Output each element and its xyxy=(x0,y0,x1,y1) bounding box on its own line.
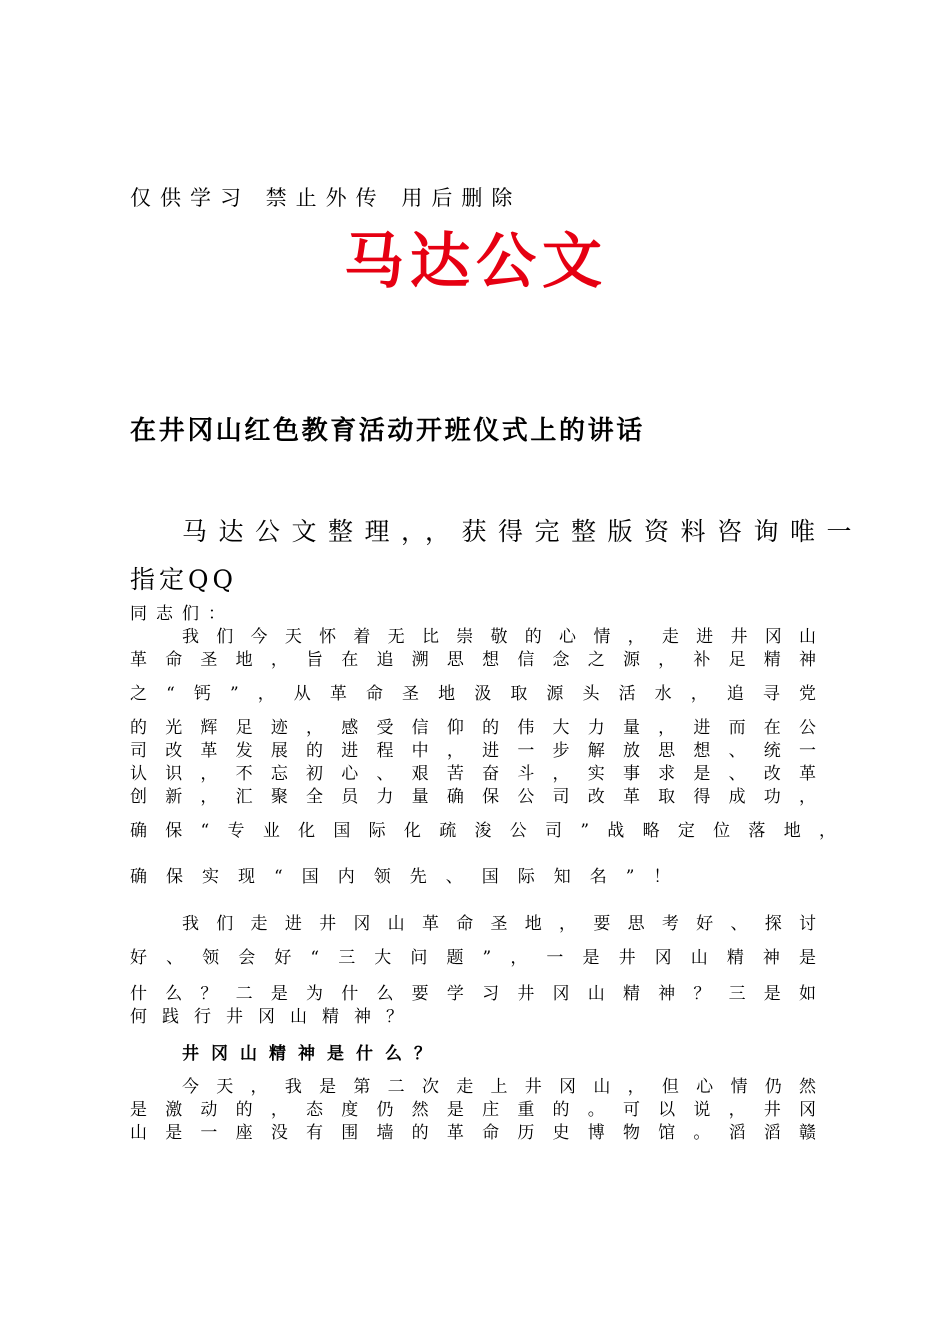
paragraph-line: 创新，汇聚全员力量确保公司改革取得成功， xyxy=(130,787,816,807)
intro-line: 指定QQ xyxy=(130,565,237,594)
paragraph-line: 之“钙”，从革命圣地汲取源头活水，追寻党 xyxy=(130,684,816,704)
paragraph-line: 司改革发展的进程中，进一步解放思想、统一 xyxy=(130,741,816,761)
document-title: 在井冈山红色教育活动开班仪式上的讲话 xyxy=(130,416,645,446)
paragraph-line: 认识，不忘初心、艰苦奋斗，实事求是、改革 xyxy=(130,764,816,784)
paragraph-line: 何践行井冈山精神？ xyxy=(130,1007,418,1027)
paragraph-line: 好、领会好“三大问题”，一是井冈山精神是 xyxy=(130,948,816,968)
paragraph-line: 确保实现“国内领先、国际知名”！ xyxy=(130,867,690,887)
intro-line: 马达公文整理，，获得完整版资料咨询唯一 xyxy=(182,517,864,546)
paragraph-line: 的光辉足迹，感受信仰的伟大力量，进而在公 xyxy=(130,718,816,738)
usage-notice: 仅供学习 禁止外传 用后删除 xyxy=(130,186,522,210)
paragraph-line: 革命圣地，旨在追溯思想信念之源，补足精神 xyxy=(130,650,816,670)
paragraph-line: 我们走进井冈山革命圣地，要思考好、探讨 xyxy=(182,914,816,934)
paragraph-line: 什么？二是为什么要学习井冈山精神？三是如 xyxy=(130,984,816,1004)
section-heading: 井冈山精神是什么？ xyxy=(182,1044,443,1064)
paragraph-line: 今天，我是第二次走上井冈山，但心情仍然 xyxy=(182,1077,816,1097)
paragraph-line: 是激动的，态度仍然是庄重的。可以说，井冈 xyxy=(130,1100,816,1120)
paragraph-line: 我们今天怀着无比崇敬的心情，走进井冈山 xyxy=(182,627,816,647)
salutation: 同志们： xyxy=(130,604,234,624)
paragraph-line: 确保“专业化国际化疏浚公司”战略定位落地， xyxy=(130,821,836,841)
paragraph-line: 山是一座没有围墙的革命历史博物馆。滔滔赣 xyxy=(130,1123,816,1143)
brand-title: 马达公文 xyxy=(344,227,608,297)
